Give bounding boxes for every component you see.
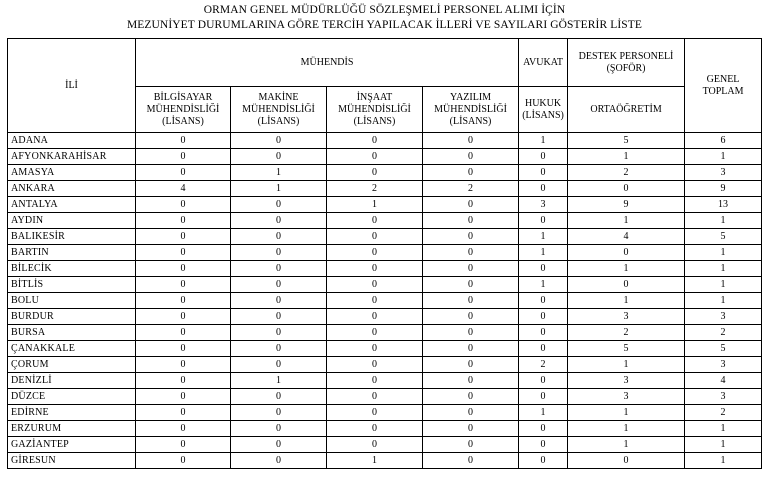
table-row [8, 149, 762, 165]
city-cell: ANTALYA [8, 197, 136, 213]
makine-cell: 0 [231, 357, 327, 373]
makine-cell: 0 [231, 309, 327, 325]
genel-toplam-cell: 3 [685, 389, 762, 405]
bilgisayar-cell: 0 [136, 341, 231, 357]
header-muhendis: MÜHENDİS [136, 39, 519, 87]
ortaogretim-cell: 1 [568, 437, 685, 453]
yazilim-cell: 0 [423, 341, 519, 357]
header-bilgisayar: BİLGİSAYAR MÜHENDİSLİĞİ (LİSANS) [136, 87, 231, 133]
genel-toplam-cell: 4 [685, 373, 762, 389]
table-row [8, 293, 762, 309]
makine-cell: 0 [231, 293, 327, 309]
header-avukat: AVUKAT [519, 39, 568, 87]
table-row [8, 133, 762, 149]
insaat-cell: 1 [327, 197, 423, 213]
city-cell: AYDIN [8, 213, 136, 229]
makine-cell: 0 [231, 453, 327, 469]
yazilim-cell: 0 [423, 373, 519, 389]
yazilim-cell: 0 [423, 421, 519, 437]
hukuk-cell: 0 [519, 453, 568, 469]
insaat-cell: 0 [327, 277, 423, 293]
makine-cell: 0 [231, 389, 327, 405]
city-cell: EDİRNE [8, 405, 136, 421]
insaat-cell: 0 [327, 229, 423, 245]
yazilim-cell: 0 [423, 309, 519, 325]
bilgisayar-cell: 0 [136, 229, 231, 245]
city-cell: DENİZLİ [8, 373, 136, 389]
insaat-cell: 0 [327, 389, 423, 405]
insaat-cell: 0 [327, 309, 423, 325]
bilgisayar-cell: 0 [136, 453, 231, 469]
yazilim-cell: 0 [423, 165, 519, 181]
genel-toplam-cell: 13 [685, 197, 762, 213]
genel-toplam-cell: 3 [685, 357, 762, 373]
yazilim-cell: 0 [423, 149, 519, 165]
makine-cell: 0 [231, 149, 327, 165]
yazilim-cell: 0 [423, 357, 519, 373]
yazilim-cell: 0 [423, 229, 519, 245]
genel-toplam-cell: 9 [685, 181, 762, 197]
city-cell: GİRESUN [8, 453, 136, 469]
ortaogretim-cell: 1 [568, 421, 685, 437]
hukuk-cell: 0 [519, 293, 568, 309]
genel-toplam-cell: 2 [685, 405, 762, 421]
insaat-cell: 1 [327, 453, 423, 469]
ortaogretim-cell: 0 [568, 453, 685, 469]
genel-toplam-cell: 5 [685, 341, 762, 357]
personnel-table [7, 38, 762, 469]
header-genel-toplam: GENEL TOPLAM [685, 39, 762, 133]
hukuk-cell: 0 [519, 309, 568, 325]
hukuk-cell: 0 [519, 325, 568, 341]
hukuk-cell: 0 [519, 261, 568, 277]
table-row [8, 437, 762, 453]
table-row [8, 309, 762, 325]
makine-cell: 0 [231, 245, 327, 261]
bilgisayar-cell: 4 [136, 181, 231, 197]
makine-cell: 0 [231, 197, 327, 213]
bilgisayar-cell: 0 [136, 309, 231, 325]
yazilim-cell: 0 [423, 453, 519, 469]
city-cell: BARTIN [8, 245, 136, 261]
insaat-cell: 0 [327, 405, 423, 421]
table-row [8, 213, 762, 229]
table-row [8, 389, 762, 405]
ortaogretim-cell: 2 [568, 325, 685, 341]
makine-cell: 0 [231, 341, 327, 357]
city-cell: BİLECİK [8, 261, 136, 277]
city-cell: ERZURUM [8, 421, 136, 437]
genel-toplam-cell: 1 [685, 277, 762, 293]
bilgisayar-cell: 0 [136, 197, 231, 213]
yazilim-cell: 0 [423, 197, 519, 213]
header-insaat: İNŞAAT MÜHENDİSLİĞİ (LİSANS) [327, 87, 423, 133]
yazilim-cell: 0 [423, 325, 519, 341]
header-hukuk: HUKUK (LİSANS) [519, 87, 568, 133]
genel-toplam-cell: 1 [685, 245, 762, 261]
yazilim-cell: 0 [423, 277, 519, 293]
hukuk-cell: 0 [519, 181, 568, 197]
hukuk-cell: 1 [519, 229, 568, 245]
makine-cell: 1 [231, 181, 327, 197]
makine-cell: 0 [231, 325, 327, 341]
table-row [8, 165, 762, 181]
genel-toplam-cell: 1 [685, 261, 762, 277]
insaat-cell: 0 [327, 325, 423, 341]
makine-cell: 0 [231, 213, 327, 229]
bilgisayar-cell: 0 [136, 213, 231, 229]
city-cell: AFYONKARAHİSAR [8, 149, 136, 165]
ortaogretim-cell: 5 [568, 133, 685, 149]
ortaogretim-cell: 3 [568, 373, 685, 389]
table-row [8, 181, 762, 197]
table-row [8, 197, 762, 213]
hukuk-cell: 1 [519, 245, 568, 261]
insaat-cell: 0 [327, 293, 423, 309]
hukuk-cell: 1 [519, 405, 568, 421]
makine-cell: 0 [231, 405, 327, 421]
ortaogretim-cell: 9 [568, 197, 685, 213]
ortaogretim-cell: 3 [568, 309, 685, 325]
insaat-cell: 0 [327, 357, 423, 373]
genel-toplam-cell: 2 [685, 325, 762, 341]
bilgisayar-cell: 0 [136, 293, 231, 309]
bilgisayar-cell: 0 [136, 357, 231, 373]
table-row [8, 357, 762, 373]
city-cell: ÇANAKKALE [8, 341, 136, 357]
hukuk-cell: 0 [519, 213, 568, 229]
genel-toplam-cell: 1 [685, 293, 762, 309]
ortaogretim-cell: 4 [568, 229, 685, 245]
title-line-2: MEZUNİYET DURUMLARINA GÖRE TERCİH YAPILACAK İLLERİ VE SAYILARI GÖSTERİR LİSTE [126, 19, 643, 31]
city-cell: BİTLİS [8, 277, 136, 293]
ortaogretim-cell: 0 [568, 181, 685, 197]
header-destek: DESTEK PERSONELİ (ŞOFÖR) [568, 39, 685, 87]
ortaogretim-cell: 1 [568, 261, 685, 277]
hukuk-cell: 0 [519, 437, 568, 453]
bilgisayar-cell: 0 [136, 245, 231, 261]
genel-toplam-cell: 3 [685, 165, 762, 181]
hukuk-cell: 1 [519, 277, 568, 293]
bilgisayar-cell: 0 [136, 405, 231, 421]
header-makine: MAKİNE MÜHENDİSLİĞİ (LİSANS) [231, 87, 327, 133]
hukuk-cell: 0 [519, 149, 568, 165]
table-row [8, 453, 762, 469]
header-yazilim: YAZILIM MÜHENDİSLİĞİ (LİSANS) [423, 87, 519, 133]
table-body [8, 133, 762, 469]
bilgisayar-cell: 0 [136, 277, 231, 293]
city-cell: BALIKESİR [8, 229, 136, 245]
table-row [8, 341, 762, 357]
ortaogretim-cell: 1 [568, 405, 685, 421]
header-il: İLİ [8, 39, 136, 133]
insaat-cell: 2 [327, 181, 423, 197]
ortaogretim-cell: 0 [568, 245, 685, 261]
genel-toplam-cell: 1 [685, 437, 762, 453]
city-cell: GAZİANTEP [8, 437, 136, 453]
insaat-cell: 0 [327, 437, 423, 453]
table-row [8, 421, 762, 437]
insaat-cell: 0 [327, 149, 423, 165]
insaat-cell: 0 [327, 165, 423, 181]
bilgisayar-cell: 0 [136, 165, 231, 181]
ortaogretim-cell: 1 [568, 357, 685, 373]
yazilim-cell: 0 [423, 261, 519, 277]
city-cell: ANKARA [8, 181, 136, 197]
makine-cell: 0 [231, 229, 327, 245]
genel-toplam-cell: 1 [685, 453, 762, 469]
city-cell: DÜZCE [8, 389, 136, 405]
ortaogretim-cell: 1 [568, 149, 685, 165]
hukuk-cell: 3 [519, 197, 568, 213]
makine-cell: 0 [231, 277, 327, 293]
table-row [8, 261, 762, 277]
city-cell: ÇORUM [8, 357, 136, 373]
table-row [8, 405, 762, 421]
yazilim-cell: 0 [423, 245, 519, 261]
hukuk-cell: 0 [519, 165, 568, 181]
insaat-cell: 0 [327, 133, 423, 149]
table-row [8, 277, 762, 293]
ortaogretim-cell: 1 [568, 213, 685, 229]
hukuk-cell: 0 [519, 373, 568, 389]
yazilim-cell: 2 [423, 181, 519, 197]
insaat-cell: 0 [327, 213, 423, 229]
header-ortaogretim: ORTAÖĞRETİM [568, 87, 685, 133]
bilgisayar-cell: 0 [136, 421, 231, 437]
genel-toplam-cell: 1 [685, 213, 762, 229]
city-cell: BURDUR [8, 309, 136, 325]
genel-toplam-cell: 1 [685, 421, 762, 437]
makine-cell: 0 [231, 421, 327, 437]
bilgisayar-cell: 0 [136, 261, 231, 277]
genel-toplam-cell: 5 [685, 229, 762, 245]
ortaogretim-cell: 5 [568, 341, 685, 357]
insaat-cell: 0 [327, 373, 423, 389]
makine-cell: 0 [231, 437, 327, 453]
yazilim-cell: 0 [423, 389, 519, 405]
document-title [0, 0, 769, 33]
yazilim-cell: 0 [423, 437, 519, 453]
bilgisayar-cell: 0 [136, 149, 231, 165]
yazilim-cell: 0 [423, 213, 519, 229]
bilgisayar-cell: 0 [136, 325, 231, 341]
bilgisayar-cell: 0 [136, 437, 231, 453]
genel-toplam-cell: 1 [685, 149, 762, 165]
table-row [8, 229, 762, 245]
yazilim-cell: 0 [423, 133, 519, 149]
table-row [8, 325, 762, 341]
makine-cell: 0 [231, 261, 327, 277]
ortaogretim-cell: 1 [568, 293, 685, 309]
hukuk-cell: 0 [519, 341, 568, 357]
city-cell: BOLU [8, 293, 136, 309]
makine-cell: 1 [231, 373, 327, 389]
hukuk-cell: 0 [519, 389, 568, 405]
city-cell: AMASYA [8, 165, 136, 181]
genel-toplam-cell: 6 [685, 133, 762, 149]
table-row [8, 373, 762, 389]
ortaogretim-cell: 3 [568, 389, 685, 405]
ortaogretim-cell: 2 [568, 165, 685, 181]
makine-cell: 1 [231, 165, 327, 181]
table-header [8, 39, 762, 133]
insaat-cell: 0 [327, 261, 423, 277]
makine-cell: 0 [231, 133, 327, 149]
city-cell: BURSA [8, 325, 136, 341]
city-cell: ADANA [8, 133, 136, 149]
ortaogretim-cell: 0 [568, 277, 685, 293]
bilgisayar-cell: 0 [136, 373, 231, 389]
insaat-cell: 0 [327, 341, 423, 357]
insaat-cell: 0 [327, 245, 423, 261]
bilgisayar-cell: 0 [136, 389, 231, 405]
yazilim-cell: 0 [423, 405, 519, 421]
hukuk-cell: 2 [519, 357, 568, 373]
insaat-cell: 0 [327, 421, 423, 437]
hukuk-cell: 1 [519, 133, 568, 149]
title-line-1: ORMAN GENEL MÜDÜRLÜĞÜ SÖZLEŞMELİ PERSONEL ALIMI İÇİN [203, 4, 566, 16]
bilgisayar-cell: 0 [136, 133, 231, 149]
hukuk-cell: 0 [519, 421, 568, 437]
genel-toplam-cell: 3 [685, 309, 762, 325]
yazilim-cell: 0 [423, 293, 519, 309]
table-row [8, 245, 762, 261]
